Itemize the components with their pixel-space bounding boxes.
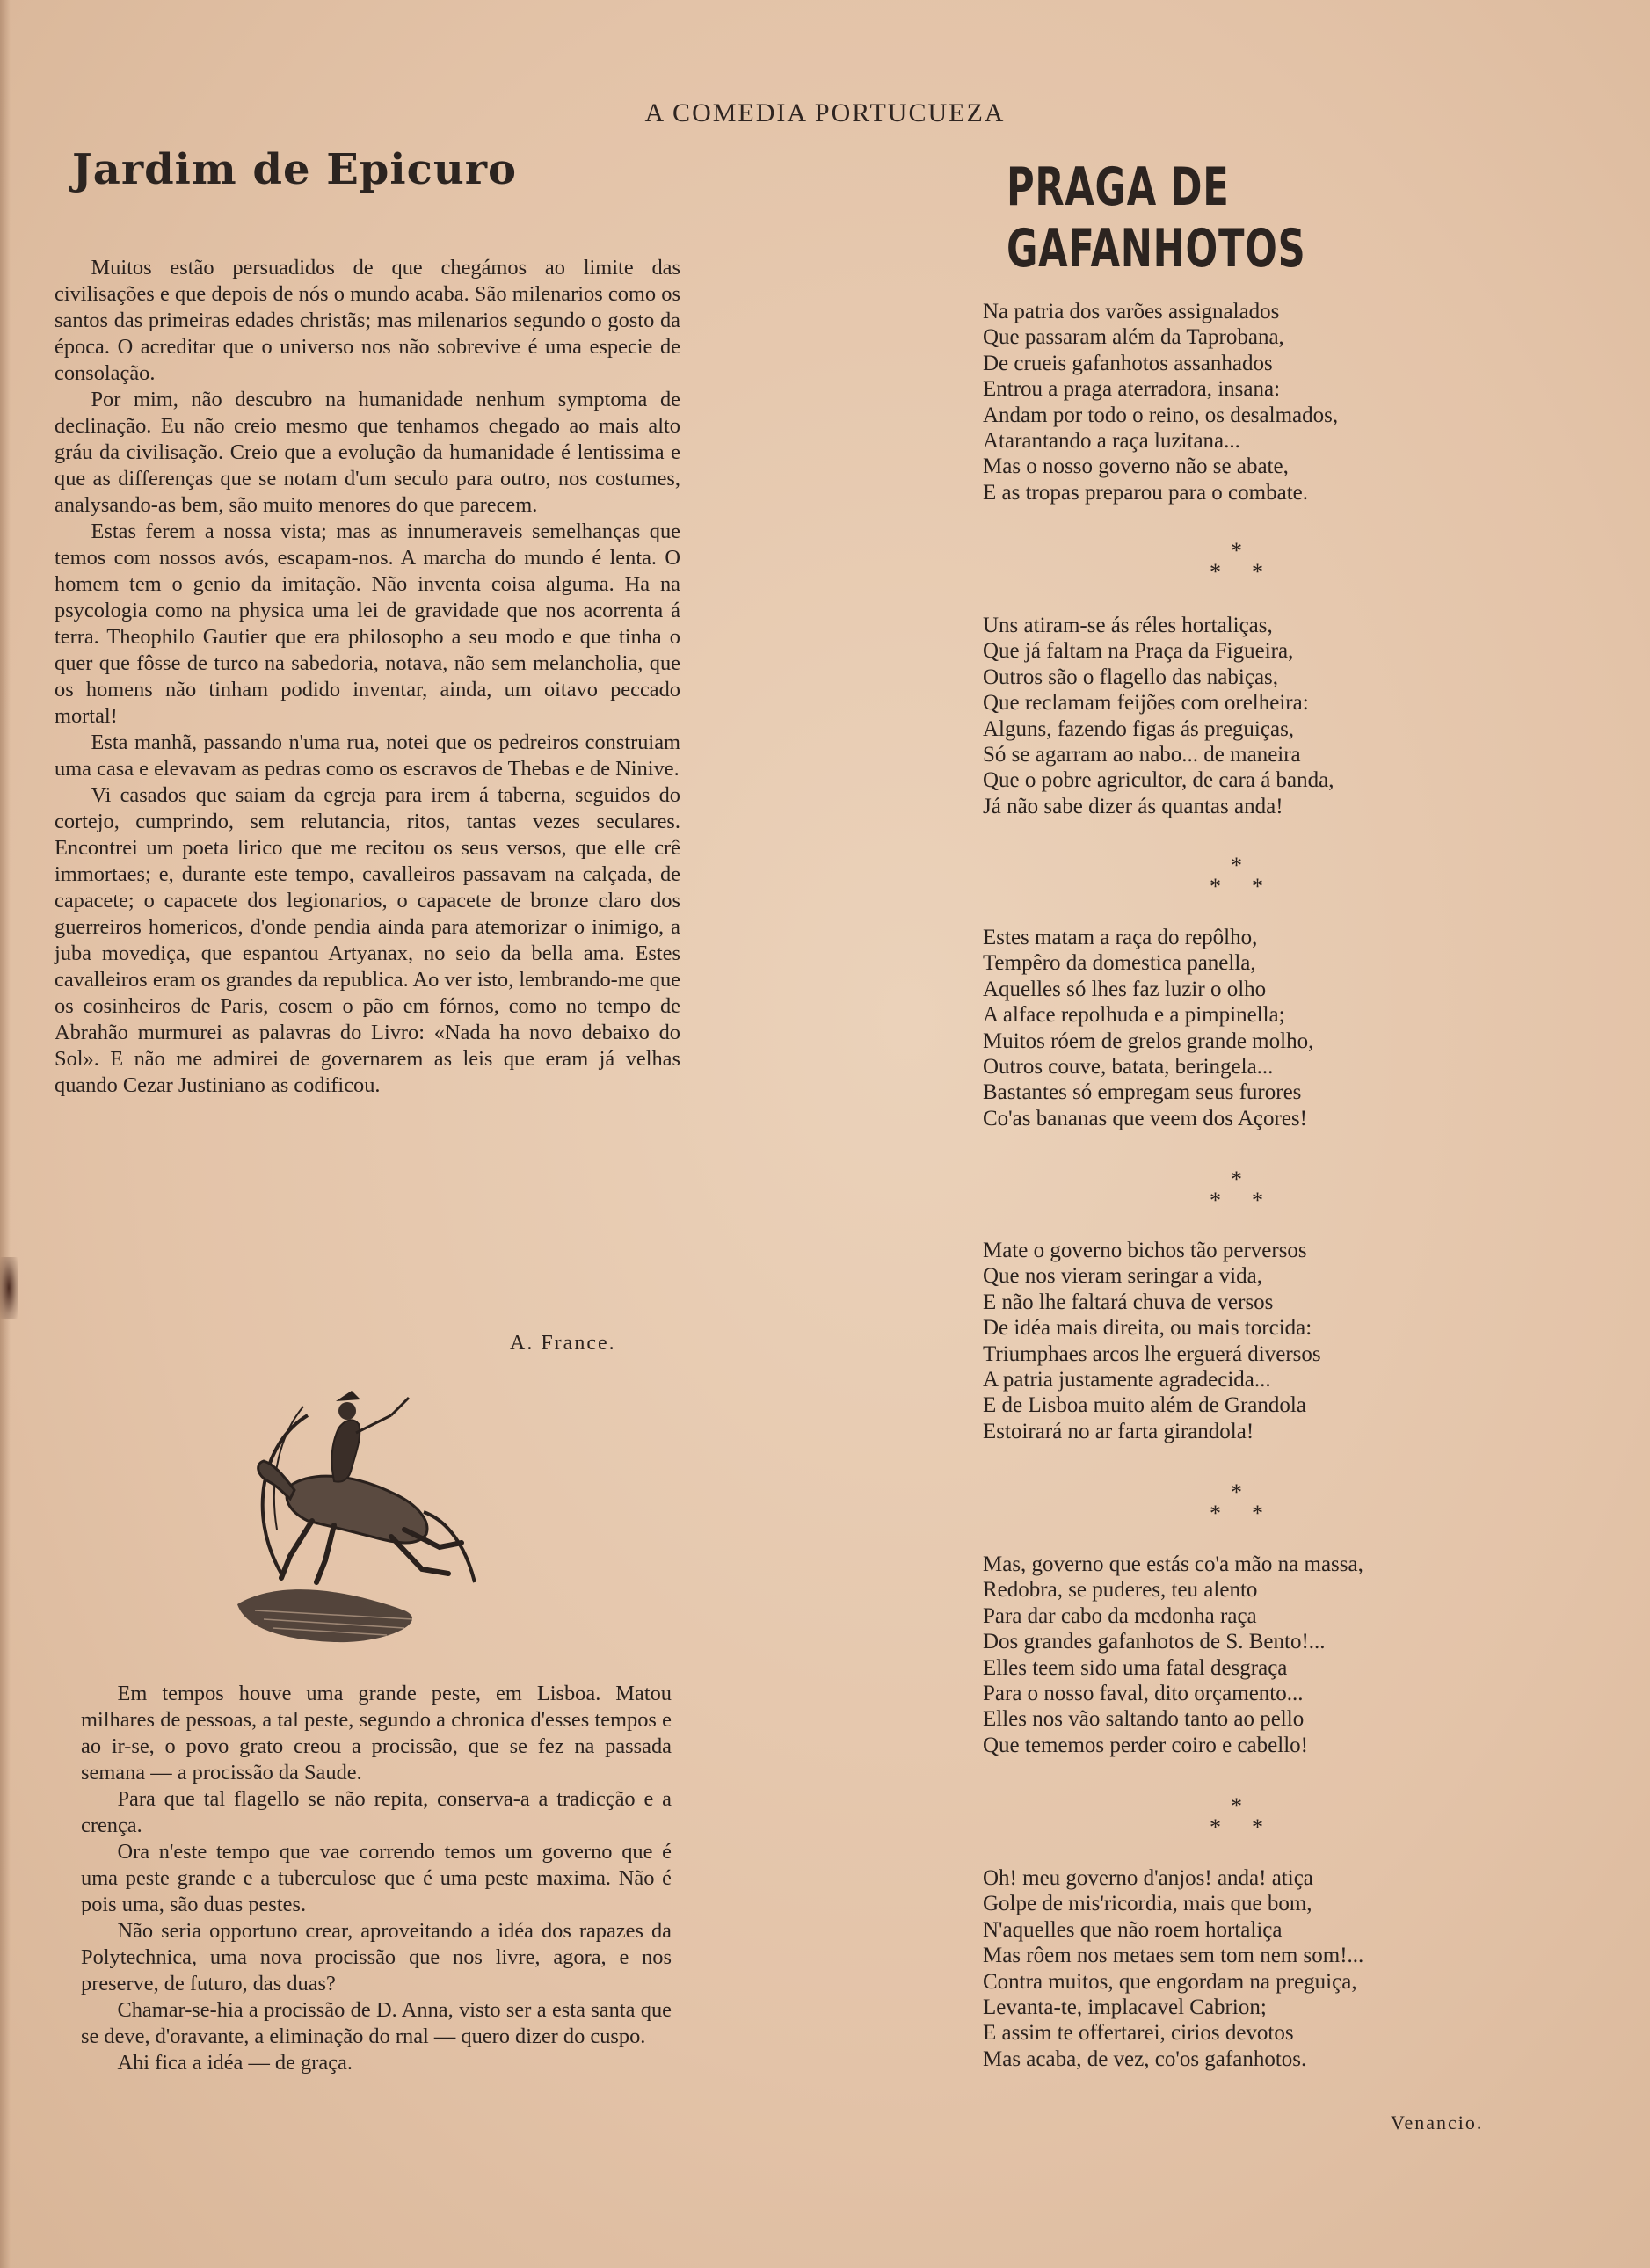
essay-paragraph: Ahi fica a idéa — de graça. [117, 2051, 353, 2075]
poem-line: Que já faltam na Praça da Figueira, [983, 639, 1294, 664]
poem-line: Uns atiram-se ás réles hortaliças, [983, 614, 1273, 637]
asterism-star: * [1252, 1501, 1263, 1526]
poem-line: Estes matam a raça do repôlho, [983, 926, 1258, 949]
asterism-divider [1204, 853, 1275, 897]
asterism-star: * [1252, 1814, 1263, 1840]
poem-line: E não lhe faltará chuva de versos [983, 1290, 1274, 1314]
asterism-star: * [1231, 1479, 1242, 1505]
poem-line: Que tememos perder coiro e cabello! [983, 1733, 1308, 1757]
asterism-star: * [1231, 1793, 1242, 1819]
essay-peste [81, 1681, 672, 2076]
poem-line: Dos grandes gafanhotos de S. Bento!... [983, 1630, 1326, 1654]
essay-signature: A. France. [510, 1332, 616, 1355]
poem-line: Só se agarram ao nabo... de maneira [983, 743, 1301, 767]
poem-line: Mas, governo que estás co'a mão na massa, [983, 1552, 1363, 1576]
poem-line: Mas rôem nos metaes sem tom nem som!... [983, 1944, 1364, 1968]
poem-line: Entrou a praga aterradora, insana: [983, 377, 1281, 402]
essay-paragraph: Esta manhã, passando n'uma rua, notei que os pedreiros construiam uma casa e elevavam as pedras como os escravos de Thebas e de Ninive. [55, 731, 680, 781]
ink-stain [0, 1257, 18, 1319]
asterism-star: * [1210, 1814, 1221, 1840]
essay-paragraph: Ora n'este tempo que vae correndo temos um governo que é uma peste grande e a tuberculose que é uma peste maxima. Não é pois uma, são duas pestes. [81, 1840, 672, 1916]
asterism-star: * [1210, 874, 1221, 899]
asterism-divider [1204, 1167, 1275, 1213]
poem-line: Contra muitos, que engordam na preguiça, [983, 1969, 1357, 1994]
essay-paragraph: Em tempos houve uma grande peste, em Lisboa. Matou milhares de pessoas, a tal peste, segundo a chronica d'esses tempos e ao ir-se, o povo grato creou a procissão, que se fez na passada semana — a procissão da Saude. [81, 1682, 672, 1785]
stanza [983, 299, 1545, 505]
poem-line: Que reclamam feijões com orelheira: [983, 691, 1309, 716]
essay-paragraph: Para que tal flagello se não repita, conserva-a a tradicção e a crença. [81, 1787, 672, 1837]
poem-line: De idéa mais direita, ou mais torcida: [983, 1316, 1312, 1341]
stanza [983, 1552, 1545, 1758]
poem-line: E assim te offertarei, cirios devotos [983, 2021, 1294, 2046]
poem-body [983, 0, 1528, 2268]
asterism-divider [1204, 1479, 1275, 1526]
poem-line: De crueis gafanhotos assanhados [983, 351, 1273, 375]
poem-line: N'aquelles que não roem hortaliça [983, 1917, 1283, 1942]
poem-line: Levanta-te, implacavel Cabrion; [983, 1995, 1267, 2020]
poem-title-praga: PRAGA DE GAFANHOTOS [1007, 156, 1306, 280]
poem-line: E as tropas preparou para o combate. [983, 480, 1308, 505]
essay-paragraph: Muitos estão persuadidos de que chegámos ao limite das civilisações e que depois de nós o mundo acaba. São milenarios como os santos das primeiras edades christãs; mas milenarios segundo o gosto da época. O acreditar que o universo nos não sobrevive é uma especie de consolação. [55, 256, 680, 385]
essay-paragraph: Por mim, não descubro na humanidade nenhum symptoma de declinação. Eu não creio mesmo que tenhamos chegado ao mais alto gráu da civilisação. Creio que a evolução da humanidade é lentissima e que as differenças que se notam d'um seculo para outro, nos costumes, analysando-as bem, são muito menores do que parecem. [55, 388, 680, 517]
poem-line: Tempêro da domestica panella, [983, 951, 1256, 976]
essay-paragraph: Chamar-se-hia a procissão de D. Anna, visto ser a esta santa que se deve, d'oravante, a eliminação do rnal — quero dizer do cuspo. [81, 1998, 672, 2048]
stanza [983, 613, 1545, 819]
asterism-star: * [1252, 1188, 1263, 1213]
essay-epicuro [55, 255, 680, 1099]
poem-line: Mas o nosso governo não se abate, [983, 454, 1289, 479]
poem-line: Andam por todo o reino, os desalmados, [983, 403, 1339, 427]
stanza [983, 1865, 1545, 2072]
poem-line: Oh! meu governo d'anjos! anda! atiça [983, 1866, 1313, 1890]
poem-line: Elles nos vão saltando tanto ao pello [983, 1707, 1305, 1732]
asterism-star: * [1231, 1167, 1242, 1192]
poem-line: Elles teem sido uma fatal desgraça [983, 1655, 1288, 1680]
essay-paragraph: Vi casados que saiam da egreja para irem á taberna, seguidos do cortejo, cumprindo, sem relutancia, ritos, tantas vezes seculares. Encontrei um poeta lirico que me recitou os seus versos, que elle crê immortaes; e, durante este tempo, cavalleiros passavam na calçada, de capacete; o capacete dos legionarios, o capacete de bronze claro dos guerreiros homericos, d'onde pendia ainda para atemorizar o inimigo, a juba movediça, que espantou Artyanax, no seio da bella ama. Estes cavalleiros eram os grandes da republica. Ao ver isto, lembrando-me que os cosinheiros de Paris, cosem o pão em fórnos, como no tempo de Abrahão murmurei as palavras do Livro: «Nada ha novo debaixo do Sol». E não me admirei de governarem as leis que eram já velhas quando Cezar Justiniano as codificou. [55, 783, 680, 1097]
poem-line: Já não sabe dizer ás quantas anda! [983, 794, 1283, 818]
poem-line: Redobra, se puderes, teu alento [983, 1578, 1258, 1603]
poem-line: Que nos vieram seringar a vida, [983, 1264, 1262, 1289]
poem-line: Outros são o flagello das nabiças, [983, 665, 1279, 689]
poem-line: Golpe de mis'ricordia, mais que bom, [983, 1892, 1312, 1916]
poem-line: Triumphaes arcos lhe erguerá diversos [983, 1341, 1321, 1366]
poem-line: Que passaram além da Taprobana, [983, 325, 1284, 350]
poem-line: Que o pobre agricultor, de cara á banda, [983, 768, 1334, 793]
poem-line: Estoirará no ar farta girandola! [983, 1419, 1254, 1443]
asterism-star: * [1231, 853, 1242, 878]
poem-line: Para dar cabo da medonha raça [983, 1603, 1257, 1628]
poem-line: Na patria dos varões assignalados [983, 300, 1280, 323]
poem-line: Muitos róem de grelos grande molho, [983, 1029, 1314, 1053]
poem-line: Co'as bananas que veem dos Açores! [983, 1106, 1307, 1130]
poem-line: Bastantes só empregam seus furores [983, 1080, 1302, 1105]
poem-line: E de Lisboa muito além de Grandola [983, 1393, 1306, 1418]
asterism-star: * [1231, 538, 1242, 563]
essay-paragraph: Estas ferem a nossa vista; mas as innumeraveis semelhanças que temos com nossos avós, escapam-nos. A marcha do mundo é lenta. O homem tem o genio da imitação. Não inventa coisa alguma. Ha na psycologia como na physica uma lei de gravidade que nos acorrenta á terra. Theophilo Gautier que era philosopho a seu modo e que tinha o quer que fôsse de turco na sabedoria, notava, não sem melancholia, que os homens não tinham podido inventar, ainda, um oitavo peccado mortal! [55, 520, 680, 728]
poem-line: Alguns, fazendo figas ás preguiças, [983, 716, 1295, 741]
poem-line: Para o nosso faval, dito orçamento... [983, 1682, 1304, 1706]
running-head: A COMEDIA PORTUCUEZA [644, 98, 1006, 127]
asterism-star: * [1210, 559, 1221, 585]
poem-line: Aquelles só lhes faz luzir o olho [983, 977, 1267, 1001]
essay-paragraph: Não seria opportuno crear, aproveitando a idéa dos rapazes da Polytechnica, uma nova procissão que nos livre, agora, e nos preserve, de futuro, das duas? [81, 1919, 672, 1995]
horse-rider-vignette [229, 1380, 492, 1661]
asterism-star: * [1210, 1188, 1221, 1213]
poem-signature: Venancio. [1391, 2112, 1484, 2134]
stanza [983, 1238, 1545, 1444]
poem-line: A patria justamente agradecida... [983, 1368, 1271, 1392]
poem-line: Atarantando a raça luzitana... [983, 429, 1240, 454]
poem-line: Mate o governo bichos tão perversos [983, 1239, 1307, 1262]
asterism-star: * [1252, 559, 1263, 585]
asterism-divider [1204, 1793, 1275, 1840]
page-edge-shadow [0, 0, 11, 2268]
poem-line: Outros couve, batata, beringela... [983, 1055, 1274, 1079]
stanza [983, 925, 1545, 1131]
asterism-divider [1204, 538, 1275, 585]
asterism-star: * [1252, 874, 1263, 899]
article-title-jardim: Jardim de Epicuro [72, 145, 518, 194]
asterism-star: * [1210, 1501, 1221, 1526]
poem-line: Mas acaba, de vez, co'os gafanhotos. [983, 2046, 1307, 2071]
poem-line: A alface repolhuda e a pimpinella; [983, 1003, 1285, 1028]
